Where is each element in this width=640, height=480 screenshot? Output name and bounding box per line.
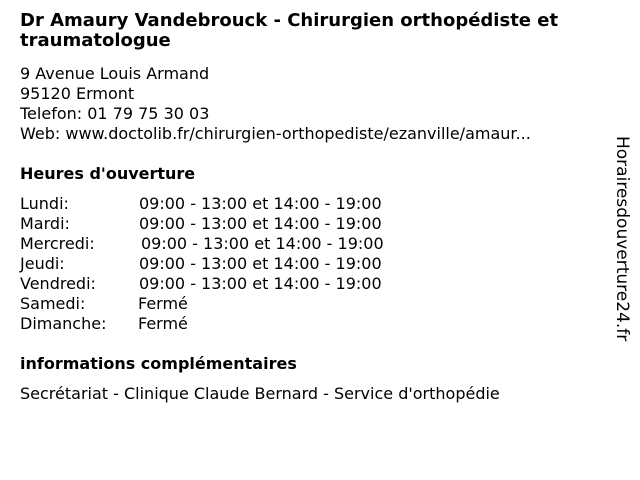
hours-value: Fermé [138, 314, 188, 333]
additional-info-heading: informations complémentaires [20, 354, 297, 373]
website-link[interactable]: www.doctolib.fr/chirurgien-orthopediste/ezanville/amaur... [65, 124, 531, 143]
website-line [20, 124, 600, 144]
day-label: Jeudi: [20, 254, 65, 273]
hours-row-thursday [20, 254, 440, 274]
day-label: Vendredi: [20, 274, 96, 293]
hours-value: 09:00 - 13:00 et 14:00 - 19:00 [139, 214, 382, 233]
day-label: Mercredi: [20, 234, 95, 253]
city-address: 95120 Ermont [20, 84, 135, 103]
hours-value: 09:00 - 13:00 et 14:00 - 19:00 [141, 234, 384, 253]
hours-value: 09:00 - 13:00 et 14:00 - 19:00 [139, 254, 382, 273]
address-block [20, 64, 600, 144]
hours-row-monday [20, 194, 440, 214]
day-label: Lundi: [20, 194, 69, 213]
website-label: Web: [20, 124, 66, 143]
opening-hours-table [20, 194, 440, 334]
hours-row-sunday [20, 314, 440, 334]
opening-hours-heading: Heures d'ouverture [20, 164, 196, 183]
day-label: Mardi: [20, 214, 70, 233]
phone-number: Telefon: 01 79 75 30 03 [20, 104, 210, 123]
additional-info-text: Secrétariat - Clinique Claude Bernard - Service d'orthopédie [20, 384, 500, 403]
hours-row-wednesday [20, 234, 440, 254]
hours-value: 09:00 - 13:00 et 14:00 - 19:00 [139, 194, 382, 213]
hours-row-saturday [20, 294, 440, 314]
street-address: 9 Avenue Louis Armand [20, 64, 210, 83]
hours-value: 09:00 - 13:00 et 14:00 - 19:00 [139, 274, 382, 293]
hours-value: Fermé [138, 294, 188, 313]
day-label: Samedi: [20, 294, 86, 313]
page-title: Dr Amaury Vandebrouck - Chirurgien orthopédiste et traumatologue [20, 10, 559, 51]
day-label: Dimanche: [20, 314, 107, 333]
site-watermark: Horairesdouverture24.fr [612, 136, 632, 342]
hours-row-friday [20, 274, 440, 294]
hours-row-tuesday [20, 214, 440, 234]
